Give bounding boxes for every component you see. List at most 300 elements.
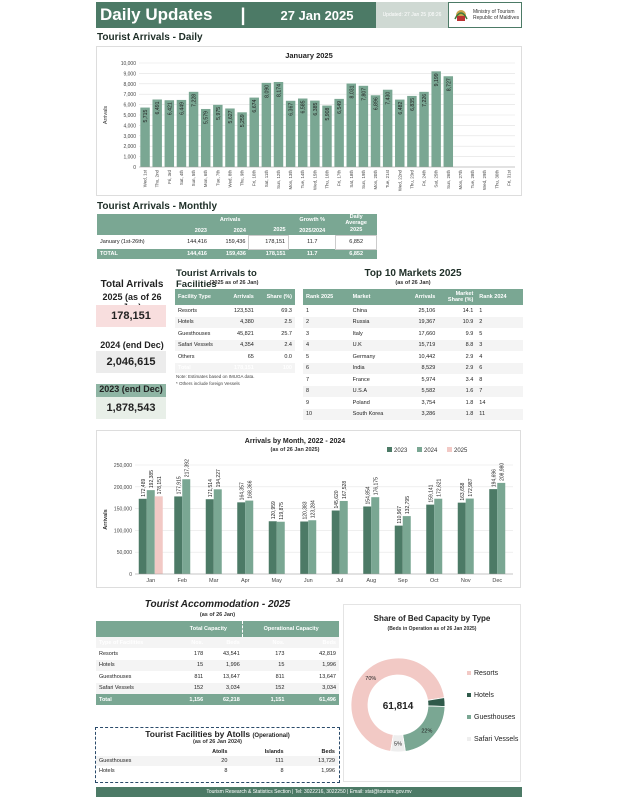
market-name: India [350, 363, 401, 375]
daily-x-tick: Sat, 25th [433, 170, 439, 188]
monthly-group-arrivals: Arrivals [219, 217, 241, 223]
monthly-x-tick: Oct [429, 578, 439, 584]
page-title: Daily Updates [100, 5, 213, 24]
monthly-chart-frame [96, 430, 521, 588]
monthly-x-tick: Jun [303, 578, 313, 584]
monthly-x-tick: Aug [366, 578, 377, 584]
market-arrivals: 10,442 [418, 353, 436, 360]
market-arrivals: 17,660 [418, 330, 436, 337]
monthly-chart-title: Arrivals by Month, 2022 - 2024 [244, 438, 346, 445]
monthly-x-tick: Apr [240, 578, 250, 584]
monthly-bar-label: 194,227 [215, 469, 222, 488]
daily-x-tick: Thu, 30th [494, 170, 500, 189]
table-total-row: TOTAL 144,416 159,436 178,151 11.7 6,852 [97, 249, 377, 259]
facilities-table [175, 289, 295, 373]
atolls-title-line [96, 729, 339, 739]
daily-x-tick: Tue, 28th [470, 170, 476, 189]
monthly-y-tick: 0 [129, 572, 132, 578]
daily-y-tick: 1,000 [123, 154, 136, 161]
market-arrivals: 3,286 [401, 409, 438, 421]
kpi-2025-label: 2025 (as of 26 [102, 292, 162, 302]
markets-col-rank: Rank 2025 [306, 294, 334, 300]
market-share: 8.8 [438, 340, 476, 352]
market-name: China [352, 307, 368, 314]
atolls-col-atolls: Atolls [212, 748, 228, 755]
market-rank-2024: 14 [479, 399, 486, 406]
table-row: January (1st-26th) 144,416 159,436 178,151 11.7 6,852 [97, 235, 377, 249]
markets-col-share: Market Share (%) [447, 291, 474, 303]
atolls-subtitle: (as of 26 Jan 2024) [193, 739, 242, 745]
monthly-chart-subtitle: (as of 26 Jan 2025) [270, 447, 320, 453]
table-row [303, 409, 523, 421]
daily-bar-label: 6,385 [312, 102, 319, 116]
accommodation-group-oper: Operational Capacity [263, 626, 319, 632]
daily-y-tick: 3,000 [123, 133, 136, 140]
monthly-bar-label: 178,151 [156, 476, 163, 495]
monthly-legend-swatch [447, 447, 452, 452]
monthly-section-title: Tourist Arrivals - Monthly [97, 201, 218, 212]
monthly-bar [371, 497, 379, 574]
monthly-x-tick: Mar [209, 578, 219, 584]
pie-legend-swatch [467, 693, 471, 697]
market-rank: 3 [306, 330, 310, 337]
daily-y-tick: 8,000 [123, 81, 136, 88]
markets-col-rank2024: Rank 2024 [479, 294, 507, 300]
table-row: Hotels 4,380 2.5 [175, 317, 295, 329]
daily-x-tick: Sun, 26th [445, 170, 451, 189]
market-rank-2024: 7 [476, 386, 523, 398]
monthly-col-2023: 2023 [194, 227, 207, 234]
daily-x-tick: Sun, 5th [191, 170, 197, 187]
accommodation-col-op-nos: Nos. [243, 637, 288, 648]
pie-subtitle: (Beds in Operation as of 26 Jan 2025) [387, 626, 477, 632]
monthly-bar [139, 499, 147, 574]
facilities-subtitle: (2025 as of 26 Jan) [209, 280, 259, 286]
monthly-bar [174, 496, 182, 574]
monthly-bar [182, 479, 190, 574]
daily-y-tick: 5,000 [123, 113, 136, 119]
daily-x-tick: Sun, 19th [360, 170, 366, 189]
daily-x-tick: Thu, 9th [239, 170, 245, 187]
monthly-bar-label: 172,621 [436, 478, 443, 497]
monthly-bar-label: 168,366 [247, 480, 254, 499]
market-share: 9.9 [465, 330, 474, 337]
daily-bar-label: 5,715 [143, 109, 150, 123]
market-share: 1.8 [465, 399, 474, 406]
market-rank: 7 [306, 376, 310, 383]
daily-x-tick: Wed, 1st [142, 170, 148, 188]
pie-legend-label: Guesthouses [474, 714, 516, 721]
monthly-bar [497, 483, 505, 574]
monthly-legend-label: 2025 [454, 448, 468, 454]
pie-center-total: 61,814 [382, 701, 414, 712]
market-rank-2024: 8 [479, 376, 483, 383]
kpi-2024-value: 2,046,615 [96, 351, 166, 373]
monthly-bar [206, 499, 214, 574]
daily-y-tick: 4,000 [123, 123, 136, 130]
daily-section-title: Tourist Arrivals - Daily [97, 32, 203, 43]
market-name: Poland [352, 399, 370, 406]
daily-x-tick: Fri, 31st [506, 170, 512, 186]
market-rank: 4 [303, 340, 350, 352]
monthly-x-tick: Sep [397, 578, 408, 584]
monthly-bar [466, 499, 474, 574]
market-share: 14.1 [462, 307, 474, 314]
daily-bar-label: 8,090 [264, 84, 271, 98]
table-row: Hotels 15 1,996 15 1,996 [96, 660, 339, 672]
market-name: France [352, 376, 370, 383]
market-rank: 1 [306, 307, 310, 314]
monthly-bar-label: 154,854 [365, 486, 372, 505]
facilities-col-share: Share (%) [266, 294, 292, 300]
daily-bar-label: 9,199 [434, 73, 441, 87]
market-name: Italy [352, 330, 363, 337]
monthly-bar-label: 159,141 [428, 484, 435, 503]
pie-slice-label: 22% [421, 728, 433, 735]
daily-bar-label: 7,226 [422, 93, 429, 107]
emblem-icon [451, 5, 471, 25]
market-rank-2024: 1 [479, 307, 483, 314]
market-rank-2024: 3 [476, 340, 523, 352]
daily-y-tick: 7,000 [123, 92, 136, 99]
market-share: 2.9 [438, 363, 476, 375]
accommodation-title: Tourist Accommodation - 2025 [144, 599, 291, 610]
table-row: Others 65 0.0 [178, 353, 292, 360]
market-rank-2024: 11 [476, 409, 523, 421]
daily-x-tick: Wed, 15th [312, 170, 318, 190]
monthly-x-tick: Feb [177, 578, 187, 584]
monthly-y-axis-label: Arrivals [103, 509, 109, 530]
daily-bar-label: 6,491 [155, 101, 162, 115]
pie-legend-label: Hotels [474, 692, 494, 699]
daily-y-tick: 2,000 [123, 144, 136, 151]
ministry-line2: Republic of Maldives [473, 15, 520, 21]
market-share: 3.4 [465, 376, 474, 383]
atolls-title: Tourist Facilities by Atolls [145, 729, 251, 739]
monthly-legend-swatch [387, 447, 392, 452]
market-rank: 5 [306, 353, 310, 360]
daily-bar-label: 5,908 [325, 107, 331, 121]
daily-bar-label: 6,367 [288, 102, 295, 116]
bed-share-frame [343, 604, 521, 782]
daily-label-1: Daily [349, 214, 363, 220]
kpi-title: Total Arrivals [100, 279, 164, 290]
monthly-bar-label: 172,489 [140, 478, 147, 497]
table-row [303, 386, 523, 398]
pie-legend-swatch [467, 671, 471, 675]
daily-bar-label: 6,835 [409, 97, 416, 111]
atolls-title-suffix: (Operational) [252, 733, 290, 739]
table-row [303, 305, 523, 317]
daily-bar-label: 7,807 [361, 87, 368, 101]
table-row: Hotels 8 8 1,996 [99, 768, 335, 774]
monthly-group-daily [336, 214, 377, 226]
daily-x-tick: Tue, 14th [300, 170, 306, 189]
accommodation-group-total: Total Capacity [175, 621, 243, 637]
market-rank-2024: 4 [479, 353, 483, 360]
daily-x-tick: Mon, 6th [203, 170, 209, 188]
monthly-bar [340, 501, 348, 574]
monthly-bar [489, 489, 497, 574]
kpi-2023-value: 1,878,543 [96, 397, 166, 419]
facilities-note-2: * Others include foreign Vessels [176, 381, 240, 386]
market-arrivals: 15,719 [401, 340, 438, 352]
daily-x-tick: Wed, 29th [482, 170, 488, 190]
market-rank-2024: 2 [476, 317, 523, 329]
daily-y-tick: 0 [133, 165, 136, 171]
monthly-bar-label: 164,357 [239, 482, 246, 501]
table-row [303, 340, 523, 352]
monthly-bar-label: 171,514 [207, 479, 214, 498]
table-row [303, 351, 523, 363]
market-arrivals: 25,106 [418, 307, 436, 314]
daily-bar-label: 5,579 [203, 110, 210, 124]
monthly-bar-label: 120,959 [270, 501, 277, 520]
table-row: Guesthouses 20 111 13,729 [96, 756, 338, 766]
monthly-bar [214, 489, 222, 574]
accommodation-col-nos: Nos. [175, 637, 207, 648]
monthly-bar [363, 506, 371, 574]
daily-x-tick: Sun, 12th [275, 170, 281, 189]
markets-title: Top 10 Markets 2025 [364, 268, 462, 279]
market-rank-2024: 6 [476, 363, 523, 375]
daily-bar-label: 8,031 [349, 85, 356, 99]
daily-bar-label: 6,549 [337, 100, 344, 114]
daily-arrivals-chart [97, 47, 521, 195]
accommodation-col-op-beds: Beds [287, 637, 339, 648]
ministry-line1: Ministry of Tourism [473, 9, 515, 15]
daily-x-tick: Fri, 10th [251, 170, 257, 187]
market-rank: 10 [303, 409, 350, 421]
market-share: 1.8 [438, 409, 476, 421]
monthly-table [97, 214, 377, 259]
table-row: Resorts 123,531 69.3 [178, 307, 292, 314]
daily-bar-label: 8,174 [276, 83, 283, 97]
monthly-bar-label: 217,392 [184, 459, 191, 478]
market-rank: 9 [306, 399, 310, 406]
daily-bar-label: 6,896 [373, 97, 380, 111]
monthly-col-growth: 2025/2024 [299, 227, 326, 234]
daily-x-tick: Sat, 11th [263, 170, 269, 188]
facilities-col-arrivals: Arrivals [233, 294, 254, 300]
market-rank: 8 [303, 386, 350, 398]
monthly-bar-label: 120,383 [302, 501, 309, 520]
atolls-col-beds: Beds [321, 748, 335, 755]
monthly-bar [155, 496, 163, 574]
market-share: 2.9 [465, 353, 474, 360]
daily-bar-label: 7,228 [191, 93, 198, 107]
market-name: Russia [350, 317, 401, 329]
market-rank: 2 [303, 317, 350, 329]
market-share: 1.6 [438, 386, 476, 398]
monthly-bar [403, 516, 411, 574]
monthly-bar [300, 522, 308, 574]
kpi-2025-value: 178,151 [96, 305, 166, 327]
monthly-y-tick: 250,000 [113, 463, 132, 469]
daily-x-tick: Fri, 3rd [166, 170, 172, 184]
monthly-bar [269, 521, 277, 574]
market-name: U.K [350, 340, 401, 352]
market-rank-2024: 5 [479, 330, 483, 337]
title-separator: | [240, 4, 246, 25]
markets-col-arrivals: Arrivals [414, 294, 436, 300]
monthly-y-tick: 150,000 [113, 506, 132, 513]
monthly-x-tick: May [271, 578, 282, 584]
daily-x-tick: Thu, 23rd [409, 170, 415, 189]
monthly-bar [458, 503, 466, 574]
monthly-legend-label: 2023 [394, 448, 408, 454]
daily-x-tick: Sat, 4th [178, 170, 184, 186]
daily-x-tick: Wed, 8th [227, 170, 233, 188]
table-row: Guesthouses 45,821 25.7 [178, 330, 292, 337]
market-arrivals: 5,974 [421, 376, 436, 383]
monthly-bar [308, 520, 316, 574]
daily-bar-label: 7,430 [385, 91, 392, 105]
pie-title: Share of Bed Capacity by Type [373, 614, 491, 623]
table-row: Resorts 178 43,541 173 42,819 [99, 650, 336, 657]
monthly-col-avg: 2025 [350, 227, 363, 234]
market-arrivals: 19,367 [401, 317, 438, 329]
daily-y-tick: 10,000 [120, 61, 136, 67]
daily-bar-label: 5,259 [240, 114, 247, 128]
monthly-col-2024: 2024 [233, 227, 246, 234]
monthly-x-tick: Jul [336, 578, 344, 584]
monthly-group-growth: Growth % [299, 217, 326, 223]
markets-table [303, 289, 523, 420]
daily-bar-label: 6,674 [252, 99, 259, 113]
daily-label-2: Average [345, 220, 367, 226]
daily-y-tick: 6,000 [123, 102, 136, 109]
daily-chart-title: January 2025 [285, 51, 333, 60]
bed-share-donut-chart [344, 605, 520, 781]
report-date: 27 Jan 2025 [280, 7, 354, 23]
monthly-x-tick: Nov [460, 578, 471, 584]
monthly-bar [237, 502, 245, 574]
market-share: 10.9 [438, 317, 476, 329]
daily-bar-label: 8,727 [446, 78, 453, 92]
monthly-bar-label: 132,795 [404, 496, 411, 515]
daily-x-tick: Tue, 21st [385, 170, 391, 189]
footer: Tourism Research & Statistics Section | Tel: 3022216, 3022250 | Email: stat@tourism.gov.mv [96, 787, 522, 797]
monthly-arrivals-chart [97, 431, 520, 587]
kpi-2024-label: 2024 (end Dec) [100, 340, 164, 350]
table-row [303, 317, 523, 329]
header-bar [96, 2, 522, 28]
monthly-bar-label: 176,175 [373, 477, 380, 496]
monthly-legend-swatch [417, 447, 422, 452]
daily-bar-label: 6,482 [397, 101, 404, 115]
daily-x-tick: Sat, 18th [348, 170, 354, 188]
accommodation-col-type: Type of Facilities [96, 637, 175, 648]
markets-col-market: Market [352, 294, 371, 300]
daily-y-axis-label: Arrivals [103, 105, 109, 125]
table-row: Safari Vessels 152 3,034 152 3,034 [96, 683, 339, 695]
daily-bar-label: 6,585 [300, 100, 307, 114]
monthly-legend-label: 2024 [424, 448, 438, 454]
table-row [303, 363, 523, 375]
monthly-x-tick: Dec [492, 578, 503, 584]
monthly-bar-label: 172,987 [467, 478, 474, 497]
daily-x-tick: Mon, 20th [373, 170, 379, 190]
table-row: Guesthouses 811 13,647 811 13,647 [99, 673, 336, 680]
market-name: U.S.A [350, 386, 401, 398]
monthly-bar-label: 110,967 [396, 505, 403, 524]
monthly-x-tick: Jan [146, 578, 156, 584]
accommodation-table [96, 621, 339, 705]
market-name: Germany [352, 353, 376, 360]
market-arrivals: 3,754 [421, 399, 436, 406]
pie-slice-label: 70% [365, 675, 377, 682]
market-name: South Korea [350, 409, 401, 421]
daily-bar-label: 6,421 [167, 102, 174, 116]
updated-stamp: Updated: 27 Jan 25 |08:26 [376, 2, 448, 28]
atolls-col-islands: Islands [264, 748, 284, 755]
daily-bar-label: 5,975 [215, 106, 222, 120]
accommodation-col-beds: Beds [206, 637, 243, 648]
markets-subtitle: (as of 26 Jan) [395, 280, 431, 286]
market-arrivals: 5,582 [401, 386, 438, 398]
atolls-box [95, 727, 340, 783]
pie-legend-swatch [467, 737, 471, 741]
daily-x-tick: Tue, 7th [215, 170, 221, 186]
monthly-bar-label: 123,284 [310, 500, 317, 519]
daily-x-tick: Wed, 22nd [397, 170, 403, 192]
daily-x-tick: Thu, 16th [324, 170, 330, 189]
ministry-logo-block [449, 3, 521, 27]
monthly-bar-label: 163,658 [459, 482, 466, 501]
daily-x-tick: Thu, 2nd [154, 170, 160, 188]
monthly-bar-label: 177,915 [176, 476, 183, 495]
monthly-y-tick: 200,000 [113, 484, 132, 491]
kpi-2023-label: 2023 (end Dec) [96, 384, 166, 397]
facilities-col-type: Facility Type [178, 294, 211, 300]
monthly-bar-label: 145,620 [333, 490, 340, 509]
daily-chart-frame [96, 46, 522, 196]
monthly-bar [395, 526, 403, 574]
daily-x-tick: Mon, 27th [457, 170, 463, 190]
monthly-bar-label: 192,385 [148, 470, 155, 489]
daily-x-tick: Fri, 17th [336, 170, 342, 187]
monthly-bar-label: 167,528 [341, 480, 348, 499]
pie-legend-swatch [467, 715, 471, 719]
monthly-bar [245, 501, 253, 574]
monthly-bar [434, 499, 442, 574]
monthly-y-tick: 50,000 [116, 550, 132, 557]
table-row [303, 328, 523, 340]
pie-legend-label: Safari Vessels [474, 736, 519, 743]
daily-x-tick: Mon, 13th [288, 170, 294, 190]
market-arrivals: 8,529 [401, 363, 438, 375]
daily-x-tick: Fri, 24th [421, 170, 427, 187]
facilities-note-1: Note: Estimates based on IMUGA data. [176, 374, 255, 379]
monthly-bar [332, 511, 340, 574]
monthly-bar [147, 490, 155, 574]
pie-slice-label: 5% [394, 741, 402, 748]
monthly-y-tick: 100,000 [113, 528, 132, 535]
atolls-table [96, 747, 338, 776]
monthly-bar-label: 119,875 [278, 502, 285, 520]
monthly-col-2025: 2025 [273, 227, 286, 234]
monthly-bar [426, 505, 434, 574]
facilities-title: Tourist Arrivals to Facilities [176, 268, 257, 290]
table-row [303, 397, 523, 409]
table-total-row: Total 178,151 100 [175, 363, 295, 373]
daily-bar-label: 5,627 [227, 110, 234, 124]
monthly-bar-label: 194,696 [491, 469, 498, 488]
pie-legend-label: Resorts [474, 670, 499, 677]
monthly-bar [277, 522, 285, 574]
table-row [303, 374, 523, 386]
